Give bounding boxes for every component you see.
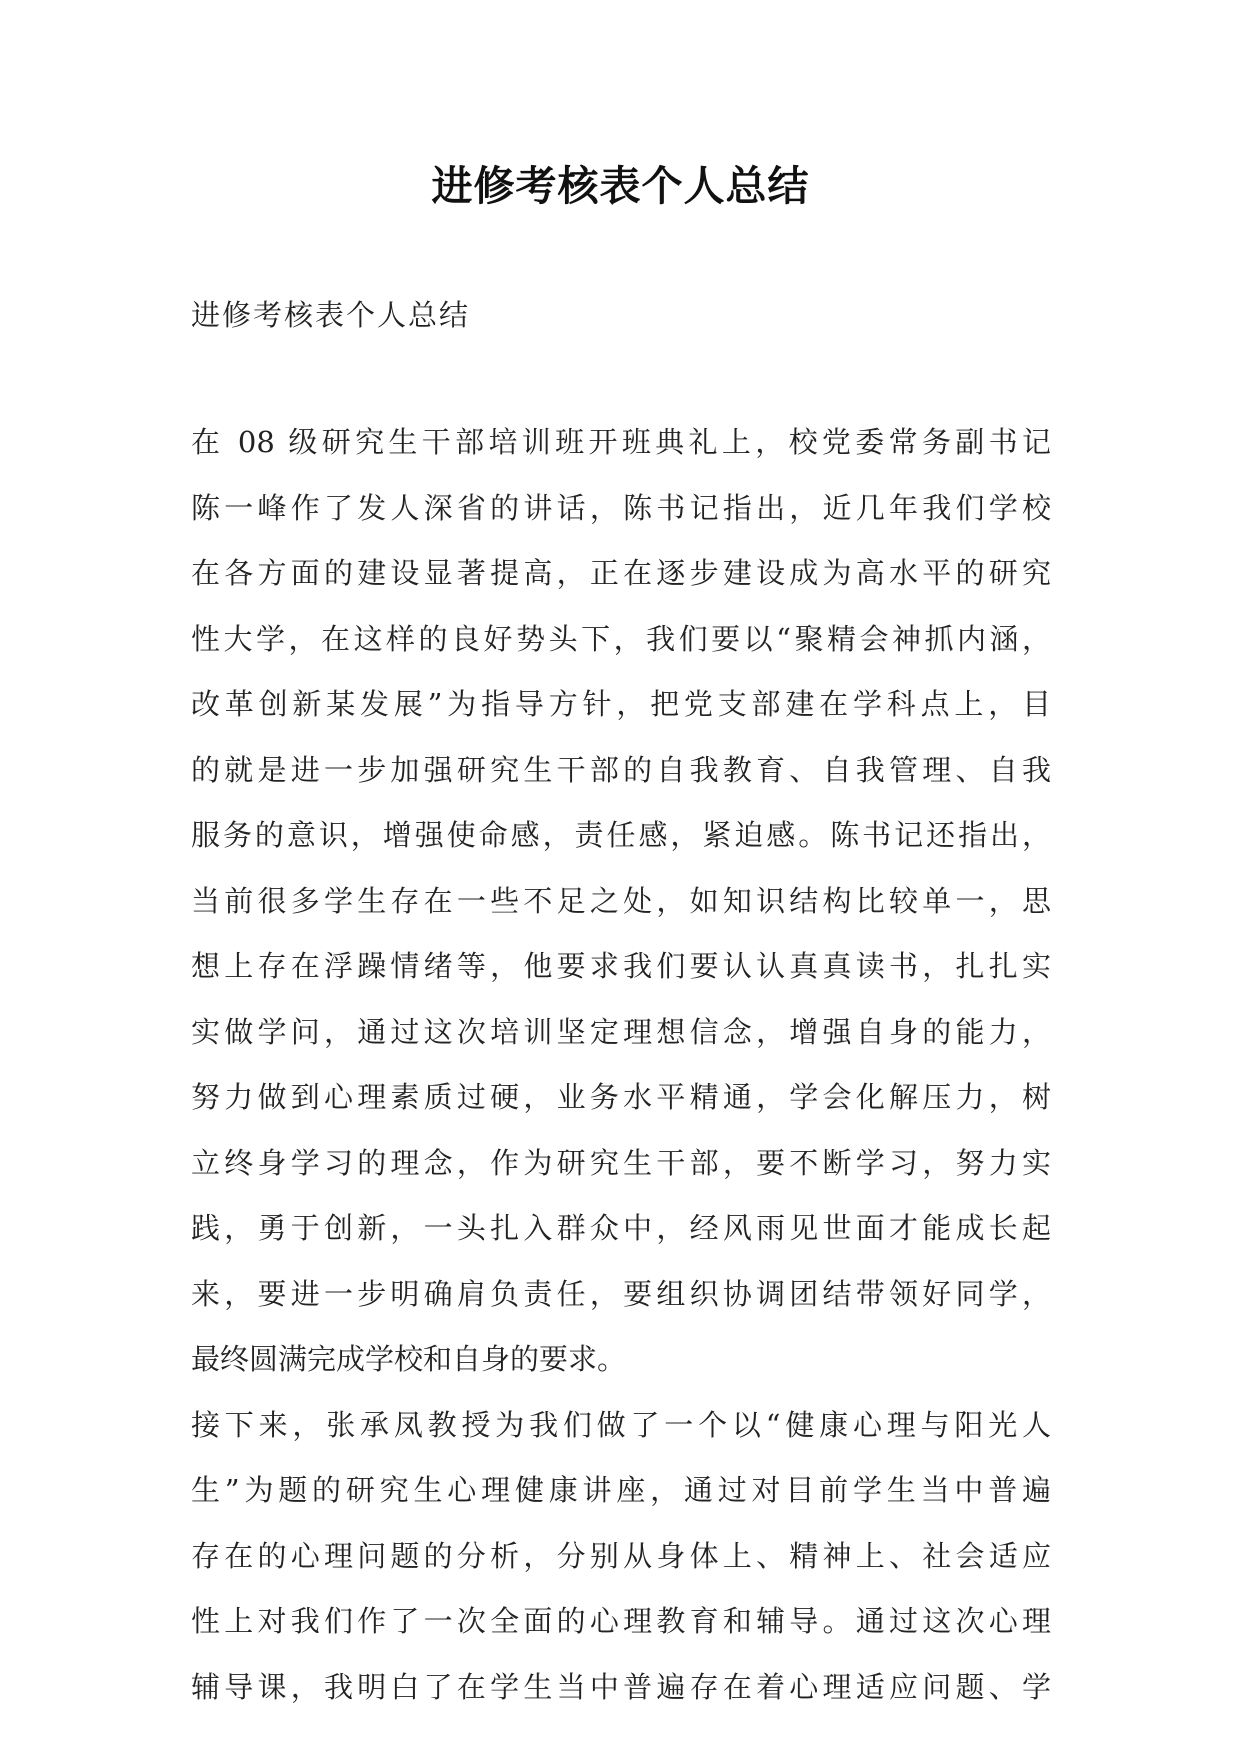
text-line: 陈一峰作了发人深省的讲话，陈书记指出，近几年我们学校 (191, 490, 1051, 525)
text-line: 性大学，在这样的良好势头下，我们要以“聚精会神抓内涵， (191, 621, 1051, 656)
text-line: 性上对我们作了一次全面的心理教育和辅导。通过这次心理 (191, 1604, 1051, 1638)
text-line: 努力做到心理素质过硬，业务水平精通，学会化解压力，树 (191, 1080, 1051, 1114)
text-line: 来，要进一步明确肩负责任，要组织协调团结带领好同学， (191, 1276, 1051, 1311)
text-line: 存在的心理问题的分析，分别从身体上、精神上、社会适应 (191, 1538, 1051, 1573)
text-line: 辅导课，我明白了在学生当中普遍存在着心理适应问题、学 (191, 1669, 1051, 1704)
text-line: 想上存在浮躁情绪等，他要求我们要认认真真读书，扎扎实 (191, 949, 1051, 983)
text-line: 服务的意识，增强使命感，责任感，紧迫感。陈书记还指出， (191, 818, 1051, 852)
text-line: 立终身学习的理念，作为研究生干部，要不断学习，努力实 (191, 1145, 1051, 1180)
text-line: 最终圆满完成学校和自身的要求。 (191, 1342, 627, 1376)
paragraph-2 (191, 1393, 1051, 1721)
text-line: 当前很多学生存在一些不足之处，如知识结构比较单一，思 (191, 883, 1051, 918)
document-subtitle: 进修考核表个人总结 (191, 298, 471, 332)
document-body (191, 410, 1051, 1720)
document-title: 进修考核表个人总结 (431, 162, 810, 210)
paragraph-1 (191, 410, 1051, 1393)
text-line: 改革创新某发展”为指导方针，把党支部建在学科点上，目 (191, 687, 1051, 721)
text-line: 接下来，张承凤教授为我们做了一个以“健康心理与阳光人 (191, 1407, 1051, 1442)
text-line: 实做学问，通过这次培训坚定理想信念，增强自身的能力， (191, 1014, 1051, 1049)
text-line: 在 08 级研究生干部培训班开班典礼上，校党委常务副书记 (191, 425, 1051, 459)
text-line: 的就是进一步加强研究生干部的自我教育、自我管理、自我 (191, 752, 1051, 787)
text-line: 生”为题的研究生心理健康讲座，通过对目前学生当中普遍 (191, 1473, 1051, 1507)
text-line: 在各方面的建设显著提高，正在逐步建设成为高水平的研究 (191, 556, 1051, 590)
text-line: 践，勇于创新，一头扎入群众中，经风雨见世面才能成长起 (191, 1211, 1051, 1245)
